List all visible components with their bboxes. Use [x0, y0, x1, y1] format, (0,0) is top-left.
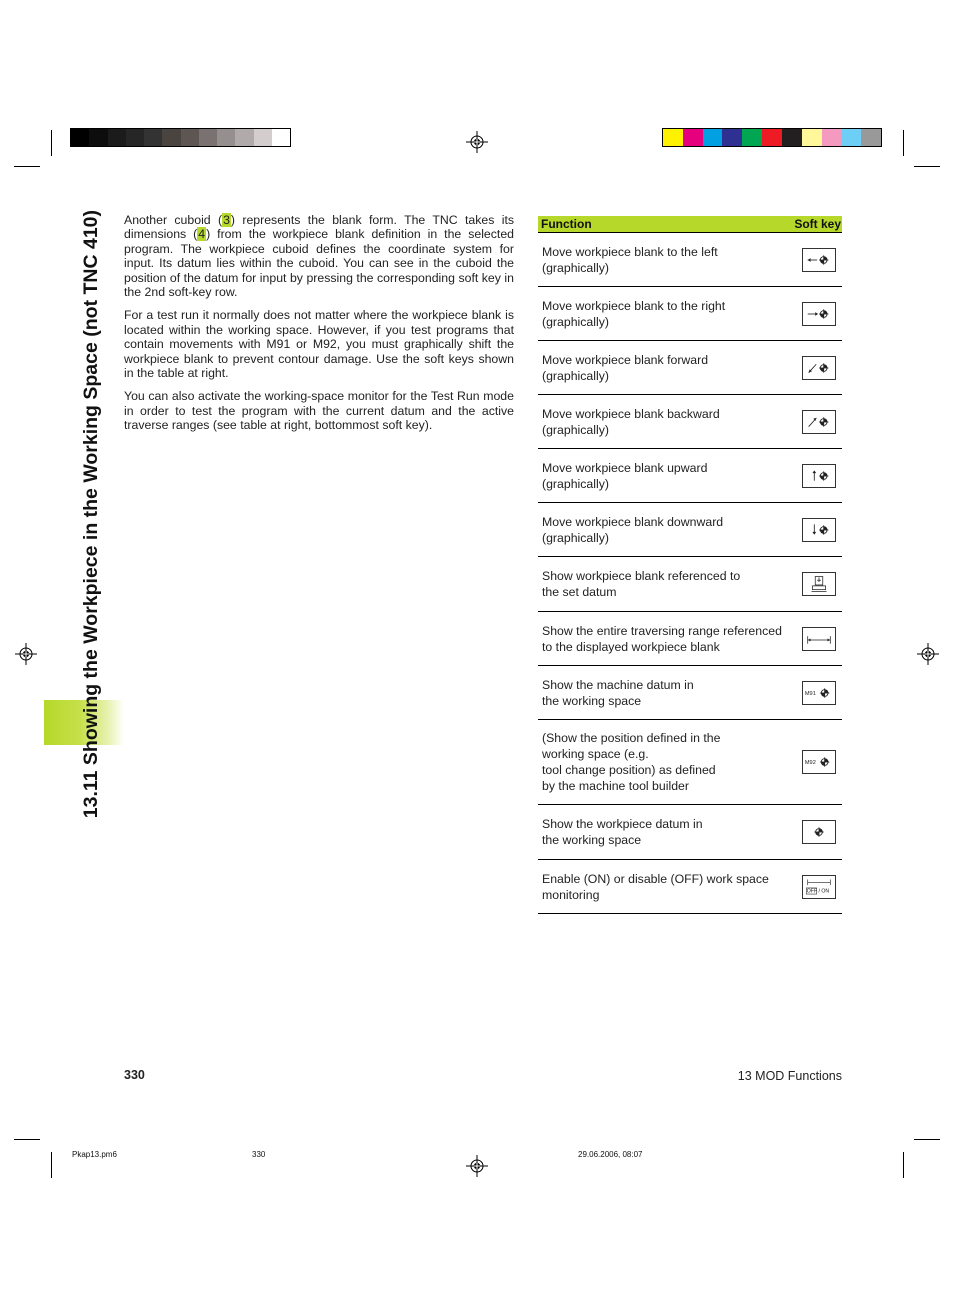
table-row [538, 449, 842, 503]
function-description: (Show the position defined in the working space (e.g. tool change position) as defined by the machine tool builder [542, 731, 721, 793]
table-row [538, 287, 842, 341]
color-swatch [254, 129, 272, 146]
color-swatch [782, 129, 802, 146]
table-row [538, 503, 842, 557]
crop-mark [51, 130, 52, 156]
m91-datum-icon [803, 681, 835, 705]
softkey-table [538, 216, 842, 914]
paragraph-2: For a test run it normally does not matter where the workpiece blank is located within the working space. However, if you test programs that contain movements with M91 or M92, you must graphically shift the workpiece blank to prevent contour damage. Use the soft keys shown in the table at right. [124, 308, 514, 381]
arrow-right-datum-icon [803, 302, 835, 326]
crop-mark [914, 1139, 940, 1140]
softkey-button[interactable] [802, 750, 836, 774]
function-description: Show the workpiece datum in the working space [542, 817, 703, 847]
function-description: Move workpiece blank to the right (graphically) [542, 298, 726, 329]
color-swatch [272, 129, 290, 146]
header-function: Function [541, 217, 592, 231]
function-description: Show the machine datum in the working space [542, 677, 694, 708]
function-description: Move workpiece blank upward (graphically) [542, 460, 708, 491]
arrow-left-datum-icon [803, 248, 835, 272]
softkey-button[interactable] [802, 681, 836, 705]
softkey-button[interactable] [802, 627, 836, 651]
function-description: Move workpiece blank backward (graphically) [542, 406, 720, 437]
traverse-range-icon [803, 627, 835, 651]
softkey-button[interactable] [802, 410, 836, 434]
table-row [538, 341, 842, 395]
color-swatch [199, 129, 217, 146]
color-swatch [722, 129, 742, 146]
registration-mark-icon [466, 131, 488, 153]
color-swatch [181, 129, 199, 146]
m92-datum-icon [803, 750, 835, 774]
table-body [538, 233, 842, 914]
crop-mark [914, 166, 940, 167]
registration-mark-icon [15, 643, 37, 665]
softkey-button[interactable] [802, 356, 836, 380]
color-swatch [126, 129, 144, 146]
color-swatch [742, 129, 762, 146]
table-row [538, 805, 842, 860]
off-on-monitor-icon [803, 875, 835, 899]
color-swatch [762, 129, 782, 146]
arrow-forward-datum-icon [803, 356, 835, 380]
softkey-button[interactable] [802, 820, 836, 844]
table-row [538, 720, 842, 805]
function-description: Enable (ON) or disable (OFF) work space monitoring [542, 871, 769, 902]
slug-page: 330 [252, 1150, 266, 1159]
softkey-button[interactable] [802, 464, 836, 488]
softkey-button[interactable] [802, 875, 836, 899]
gray-calibration-bar [70, 128, 291, 147]
svg-text:OFF / ON: OFF / ON [806, 888, 830, 895]
softkey-button[interactable] [802, 248, 836, 272]
slug-date: 29.06.2006, 08:07 [578, 1150, 643, 1159]
color-swatch [89, 129, 107, 146]
function-description: Show the entire traversing range referenced to the displayed workpiece blank [542, 623, 782, 654]
table-row [538, 233, 842, 287]
color-swatch [71, 129, 89, 146]
text-run: ) represents the blank form. The TNC takes its dimensions ( [124, 213, 515, 242]
blank-referenced-icon [803, 572, 835, 596]
color-swatch [235, 129, 253, 146]
callout-ref-4: 4 [198, 227, 206, 242]
registration-mark-icon [917, 643, 939, 665]
paragraph-1 [124, 213, 514, 299]
color-swatch [841, 129, 861, 146]
color-swatch [108, 129, 126, 146]
crop-mark [14, 166, 40, 167]
crop-mark [903, 130, 904, 156]
color-swatch [802, 129, 822, 146]
crop-mark [14, 1139, 40, 1140]
softkey-button[interactable] [802, 518, 836, 542]
softkey-button[interactable] [802, 572, 836, 596]
color-calibration-bar [662, 128, 882, 147]
paragraph-3: You can also activate the working-space monitor for the Test Run mode in order to test the program with the current datum and the active traverse ranges (see table at right, bottommost soft key). [124, 389, 514, 433]
softkey-button[interactable] [802, 302, 836, 326]
color-swatch [861, 129, 881, 146]
function-description: Show workpiece blank referenced to the set datum [542, 569, 741, 599]
function-description: Move workpiece blank forward (graphically) [542, 352, 709, 383]
color-swatch [162, 129, 180, 146]
crop-mark [51, 1152, 52, 1178]
color-swatch [663, 129, 683, 146]
svg-text:M91: M91 [804, 690, 816, 697]
function-description: Move workpiece blank downward (graphically) [542, 514, 724, 545]
color-swatch [822, 129, 842, 146]
table-header [538, 216, 842, 233]
workpiece-datum-icon [803, 820, 835, 844]
table-row [538, 860, 842, 914]
page-number: 330 [124, 1068, 145, 1082]
table-row [538, 666, 842, 720]
body-text [124, 213, 514, 442]
color-swatch [703, 129, 723, 146]
table-row [538, 557, 842, 612]
arrow-backward-datum-icon [803, 410, 835, 434]
color-swatch [217, 129, 235, 146]
slug-filename: Pkap13.pm6 [72, 1150, 117, 1159]
chapter-footer: 13 MOD Functions [737, 1069, 842, 1083]
table-row [538, 612, 842, 666]
crop-mark [903, 1152, 904, 1178]
color-swatch [144, 129, 162, 146]
section-title: 13.11 Showing the Workpiece in the Working Space (not TNC 410) [80, 210, 102, 819]
table-row [538, 395, 842, 449]
arrow-down-datum-icon [803, 518, 835, 542]
registration-mark-icon [466, 1155, 488, 1177]
svg-text:M92: M92 [804, 759, 816, 766]
text-run: Another cuboid ( [124, 213, 223, 227]
callout-ref-3: 3 [223, 213, 230, 227]
text-run: ) from the workpiece blank definition in the selected program. The workpiece cuboid defines the coordinate system for input. Its datum lies within the cuboid. You can see in the cuboid the position of the datum for input by pressing the corresponding soft key in the 2nd soft-key row. [124, 227, 515, 300]
header-softkey: Soft key [794, 217, 841, 231]
arrow-up-datum-icon [803, 464, 835, 488]
color-swatch [683, 129, 703, 146]
function-description: Move workpiece blank to the left (graphically) [542, 244, 718, 275]
